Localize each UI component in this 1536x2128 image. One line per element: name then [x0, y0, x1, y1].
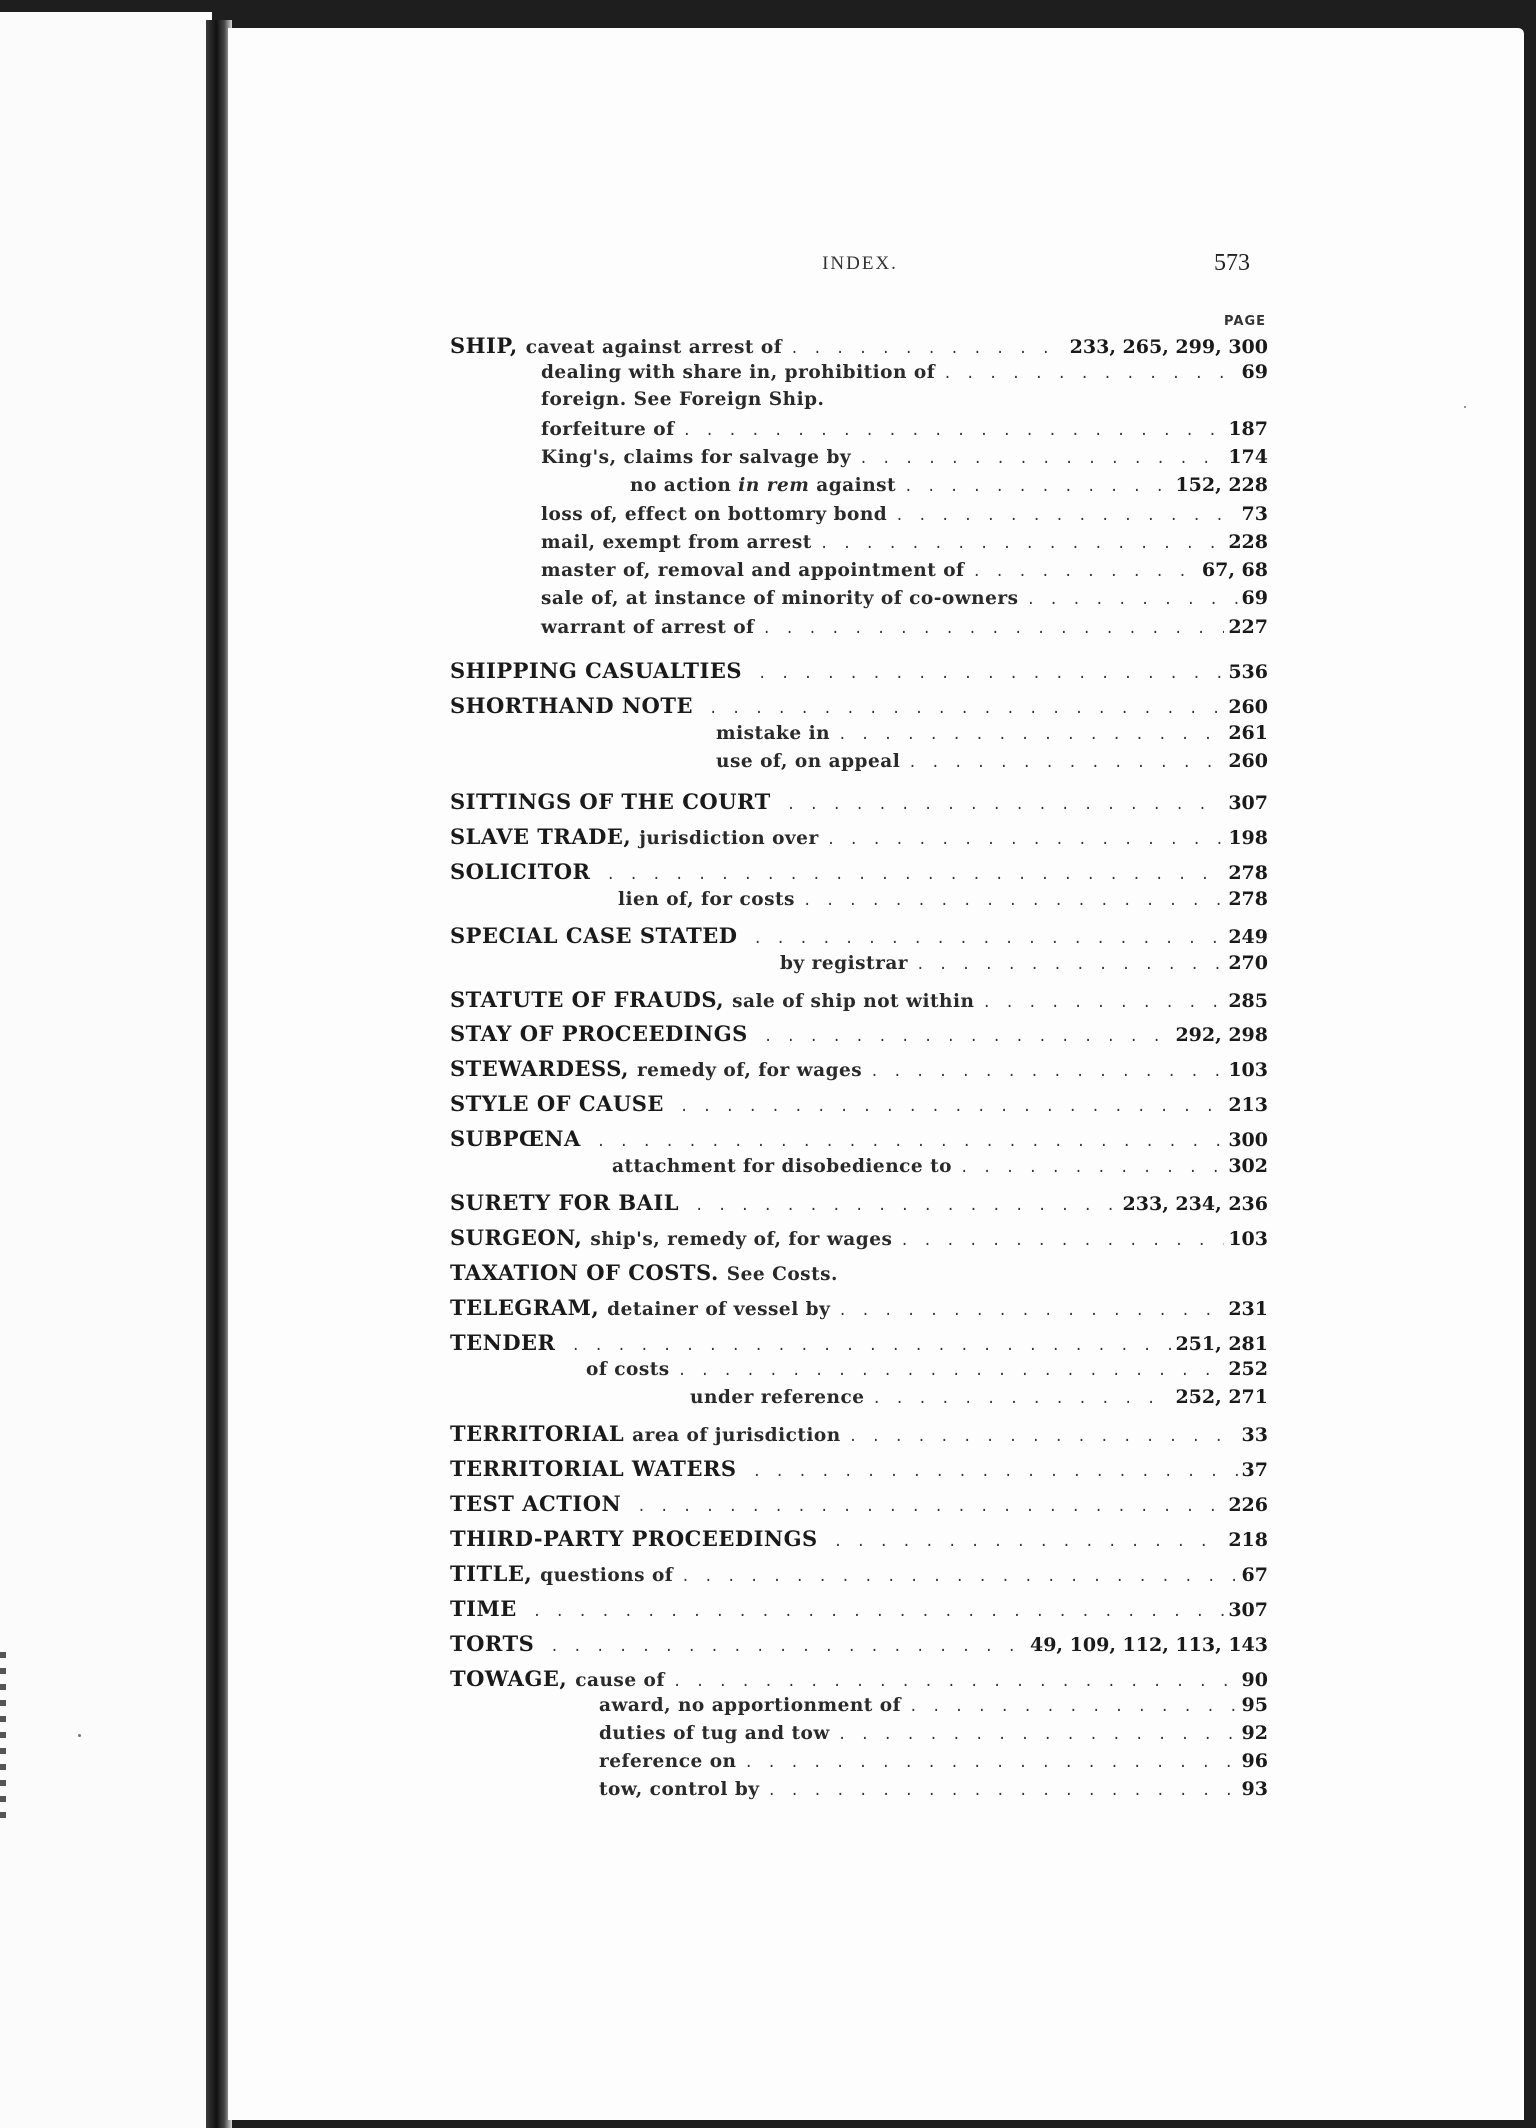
leader-dots	[960, 1160, 1224, 1176]
page-references: 69	[1241, 587, 1268, 609]
page-references: 285	[1228, 990, 1268, 1012]
leader-dots	[606, 867, 1224, 883]
index-entry	[586, 1358, 1268, 1380]
page-references: 67, 68	[1201, 559, 1268, 581]
index-entry	[450, 1666, 1268, 1691]
index-entry	[541, 587, 1268, 609]
leader-dots	[533, 1604, 1225, 1620]
leader-dots	[943, 366, 1237, 382]
page-references: 252	[1228, 1358, 1268, 1380]
entry-heading: TITLE,	[450, 1561, 533, 1586]
index-entries	[450, 333, 1270, 1813]
page-references: 93	[1241, 1778, 1268, 1800]
page-references: 218	[1228, 1529, 1268, 1551]
entry-heading: SPECIAL CASE STATED	[450, 923, 738, 948]
entry-heading: SLAVE TRADE,	[450, 824, 632, 849]
entry-heading: TENDER	[450, 1330, 556, 1355]
leader-dots	[683, 423, 1225, 439]
index-entry	[450, 1421, 1268, 1446]
entry-heading: SITTINGS OF THE COURT	[450, 789, 771, 814]
index-entry	[599, 1694, 1268, 1716]
leader-dots	[838, 727, 1224, 743]
index-entry	[450, 1126, 1268, 1151]
page-references: 73	[1241, 503, 1268, 525]
entry-text: award, no apportionment of	[599, 1695, 902, 1716]
page-references: 278	[1228, 888, 1268, 910]
entry-text: loss of, effect on bottomry bond	[541, 504, 888, 525]
entry-text: caveat against arrest of	[525, 337, 783, 358]
speck	[1464, 406, 1466, 408]
index-entry	[599, 1778, 1268, 1800]
entry-heading: TERRITORIAL	[450, 1421, 625, 1446]
entry-heading: TORTS	[450, 1631, 535, 1656]
leader-dots	[908, 755, 1224, 771]
entry-text-italic: in rem	[738, 475, 810, 496]
page-references: 187	[1228, 418, 1268, 440]
entry-heading: SHIP,	[450, 333, 518, 358]
entry-heading: STYLE OF CAUSE	[450, 1091, 664, 1116]
index-entry	[541, 616, 1268, 638]
entry-text	[630, 475, 896, 496]
leader-dots	[763, 621, 1225, 637]
leader-dots	[870, 1064, 1224, 1080]
index-entry	[450, 987, 1268, 1012]
leader-dots	[838, 1303, 1224, 1319]
page-references: 226	[1228, 1494, 1268, 1516]
leader-dots	[787, 797, 1225, 813]
page-references: 292, 298	[1175, 1024, 1268, 1046]
index-entry	[541, 389, 1268, 410]
entry-heading: TEST ACTION	[450, 1491, 622, 1516]
page-references: 69	[1241, 361, 1268, 383]
entry-text: forfeiture of	[541, 419, 675, 440]
index-entry	[612, 1155, 1268, 1177]
entry-text: See Costs.	[726, 1264, 838, 1285]
entry-text: foreign. See Foreign Ship.	[541, 389, 825, 410]
page-references: 261	[1228, 722, 1268, 744]
index-entry	[450, 693, 1268, 718]
entry-text-before: no action	[630, 475, 739, 496]
entry-text: ship's, remedy of, for wages	[590, 1229, 893, 1250]
page-edge-marks	[0, 1652, 6, 1822]
entry-text: mistake in	[716, 723, 831, 744]
leader-dots	[900, 1233, 1224, 1249]
entry-text: of costs	[586, 1359, 670, 1380]
index-entry	[541, 361, 1268, 383]
leader-dots	[764, 1029, 1172, 1045]
entry-text: master of, removal and appointment of	[541, 560, 965, 581]
page-references: 198	[1228, 827, 1268, 849]
entry-text: mail, exempt from arrest	[541, 532, 812, 553]
leader-dots	[849, 1429, 1238, 1445]
index-entry	[450, 658, 1268, 683]
page-column-label: PAGE	[1224, 314, 1266, 329]
index-entry	[599, 1750, 1268, 1772]
entry-heading: THIRD-PARTY PROCEEDINGS	[450, 1526, 818, 1551]
page-references: 307	[1228, 792, 1268, 814]
entry-text: under reference	[690, 1387, 865, 1408]
page-references: 249	[1228, 926, 1268, 948]
page-references: 302	[1228, 1155, 1268, 1177]
leader-dots	[838, 1727, 1238, 1743]
page-references: 33	[1241, 1424, 1268, 1446]
index-entry	[450, 1021, 1268, 1046]
entry-heading: SUBPŒNA	[450, 1126, 581, 1151]
page-references: 307	[1228, 1599, 1268, 1621]
entry-text: area of jurisdiction	[632, 1425, 841, 1446]
page-references: 260	[1228, 750, 1268, 772]
entry-heading: TOWAGE,	[450, 1666, 568, 1691]
entry-text: dealing with share in, prohibition of	[541, 362, 936, 383]
index-entry	[450, 1190, 1268, 1215]
index-entry	[780, 952, 1268, 974]
entry-heading: STATUTE OF FRAUDS,	[450, 987, 725, 1012]
leader-dots	[768, 1783, 1238, 1799]
leader-dots	[820, 536, 1224, 552]
entry-text: lien of, for costs	[618, 889, 795, 910]
page-references: 270	[1228, 952, 1268, 974]
index-entry	[450, 859, 1268, 884]
index-entry	[450, 1631, 1268, 1656]
entry-heading: SHORTHAND NOTE	[450, 693, 693, 718]
index-entry	[618, 888, 1268, 910]
leader-dots	[681, 1569, 1237, 1585]
leader-dots	[1027, 592, 1238, 608]
entry-heading: SURETY FOR BAIL	[450, 1190, 679, 1215]
entry-text: sale of, at instance of minority of co-owners	[541, 588, 1019, 609]
entry-heading: SHIPPING CASUALTIES	[450, 658, 742, 683]
entry-heading: TERRITORIAL WATERS	[450, 1456, 737, 1481]
page-references: 213	[1228, 1094, 1268, 1116]
leader-dots	[695, 1198, 1119, 1214]
page-references: 103	[1228, 1059, 1268, 1081]
entry-heading: STEWARDESS,	[450, 1056, 629, 1081]
index-entry	[450, 1295, 1268, 1320]
page-references: 90	[1241, 1669, 1268, 1691]
index-entry	[450, 1561, 1268, 1586]
entry-heading: SURGEON,	[450, 1225, 583, 1250]
leader-dots	[973, 564, 1198, 580]
leader-dots	[834, 1534, 1225, 1550]
index-entry	[450, 824, 1268, 849]
leader-dots	[637, 1499, 1224, 1515]
page-references: 252, 271	[1175, 1386, 1268, 1408]
index-entry	[450, 1091, 1268, 1116]
page-references: 67	[1241, 1564, 1268, 1586]
speck	[78, 1734, 81, 1737]
page-references: 260	[1228, 696, 1268, 718]
leader-dots	[904, 479, 1171, 495]
entry-text-after: against	[809, 475, 897, 496]
index-entry	[450, 1491, 1268, 1516]
index-entry	[450, 789, 1268, 814]
page-references: 96	[1241, 1750, 1268, 1772]
index-entry	[450, 333, 1268, 358]
entry-heading: SOLICITOR	[450, 859, 591, 884]
page-references: 231	[1228, 1298, 1268, 1320]
entry-text: attachment for disobedience to	[612, 1156, 953, 1177]
leader-dots	[916, 957, 1224, 973]
index-entry	[541, 559, 1268, 581]
leader-dots	[744, 1755, 1237, 1771]
leader-dots	[597, 1134, 1225, 1150]
leader-dots	[909, 1699, 1237, 1715]
entry-text: warrant of arrest of	[541, 617, 755, 638]
left-page	[0, 12, 212, 2128]
entry-text: sale of ship not within	[732, 991, 975, 1012]
leader-dots	[827, 832, 1225, 848]
leader-dots	[895, 508, 1237, 524]
index-entry	[450, 1526, 1268, 1551]
page-references: 227	[1228, 616, 1268, 638]
leader-dots	[873, 1391, 1172, 1407]
entry-text: use of, on appeal	[716, 751, 901, 772]
index-entry	[450, 1330, 1268, 1355]
index-entry	[599, 1722, 1268, 1744]
leader-dots	[550, 1639, 1026, 1655]
index-entry	[541, 418, 1268, 440]
page-references: 103	[1228, 1228, 1268, 1250]
entry-heading: TAXATION OF COSTS.	[450, 1260, 719, 1285]
entry-text: tow, control by	[599, 1779, 760, 1800]
index-entry	[450, 1225, 1268, 1250]
entry-text: cause of	[575, 1670, 665, 1691]
entry-heading: TELEGRAM,	[450, 1295, 600, 1320]
leader-dots	[859, 451, 1224, 467]
leader-dots	[709, 701, 1224, 717]
index-entry	[630, 474, 1268, 496]
index-entry	[716, 722, 1268, 744]
page-references: 92	[1241, 1722, 1268, 1744]
leader-dots	[678, 1363, 1225, 1379]
running-title: INDEX.	[822, 253, 898, 274]
entry-text: questions of	[540, 1565, 674, 1586]
index-entry	[450, 1456, 1268, 1481]
entry-text: detainer of vessel by	[607, 1299, 831, 1320]
entry-heading: TIME	[450, 1596, 517, 1621]
page-references: 251, 281	[1175, 1333, 1268, 1355]
index-entry	[716, 750, 1268, 772]
index-entry	[450, 1260, 1268, 1285]
page-references: 278	[1228, 862, 1268, 884]
index-entry	[541, 446, 1268, 468]
page-references: 228	[1228, 531, 1268, 553]
leader-dots	[982, 995, 1224, 1011]
page-references: 152, 228	[1175, 474, 1268, 496]
page-references: 49, 109, 112, 113, 143	[1029, 1634, 1268, 1656]
entry-text: by registrar	[780, 953, 909, 974]
leader-dots	[758, 666, 1224, 682]
page-references: 233, 234, 236	[1122, 1193, 1268, 1215]
page-references: 536	[1228, 661, 1268, 683]
leader-dots	[572, 1338, 1172, 1354]
leader-dots	[680, 1099, 1224, 1115]
index-entry	[690, 1386, 1268, 1408]
index-entry	[541, 503, 1268, 525]
entry-text: reference on	[599, 1751, 737, 1772]
entry-text: duties of tug and tow	[599, 1723, 830, 1744]
page-number: 573	[1214, 250, 1250, 276]
entry-text: King's, claims for salvage by	[541, 447, 852, 468]
page-references: 174	[1228, 446, 1268, 468]
leader-dots	[673, 1674, 1238, 1690]
page-references: 300	[1228, 1129, 1268, 1151]
page-references: 95	[1241, 1694, 1268, 1716]
page-references: 37	[1241, 1459, 1268, 1481]
entry-heading: STAY OF PROCEEDINGS	[450, 1021, 748, 1046]
entry-text: jurisdiction over	[639, 828, 819, 849]
leader-dots	[754, 931, 1225, 947]
entry-text: remedy of, for wages	[636, 1060, 863, 1081]
index-entry	[541, 531, 1268, 553]
leader-dots	[753, 1464, 1238, 1480]
page-references: 233, 265, 299, 300	[1069, 336, 1268, 358]
index-entry	[450, 923, 1268, 948]
leader-dots	[803, 893, 1224, 909]
index-entry	[450, 1596, 1268, 1621]
leader-dots	[790, 341, 1065, 357]
index-entry	[450, 1056, 1268, 1081]
